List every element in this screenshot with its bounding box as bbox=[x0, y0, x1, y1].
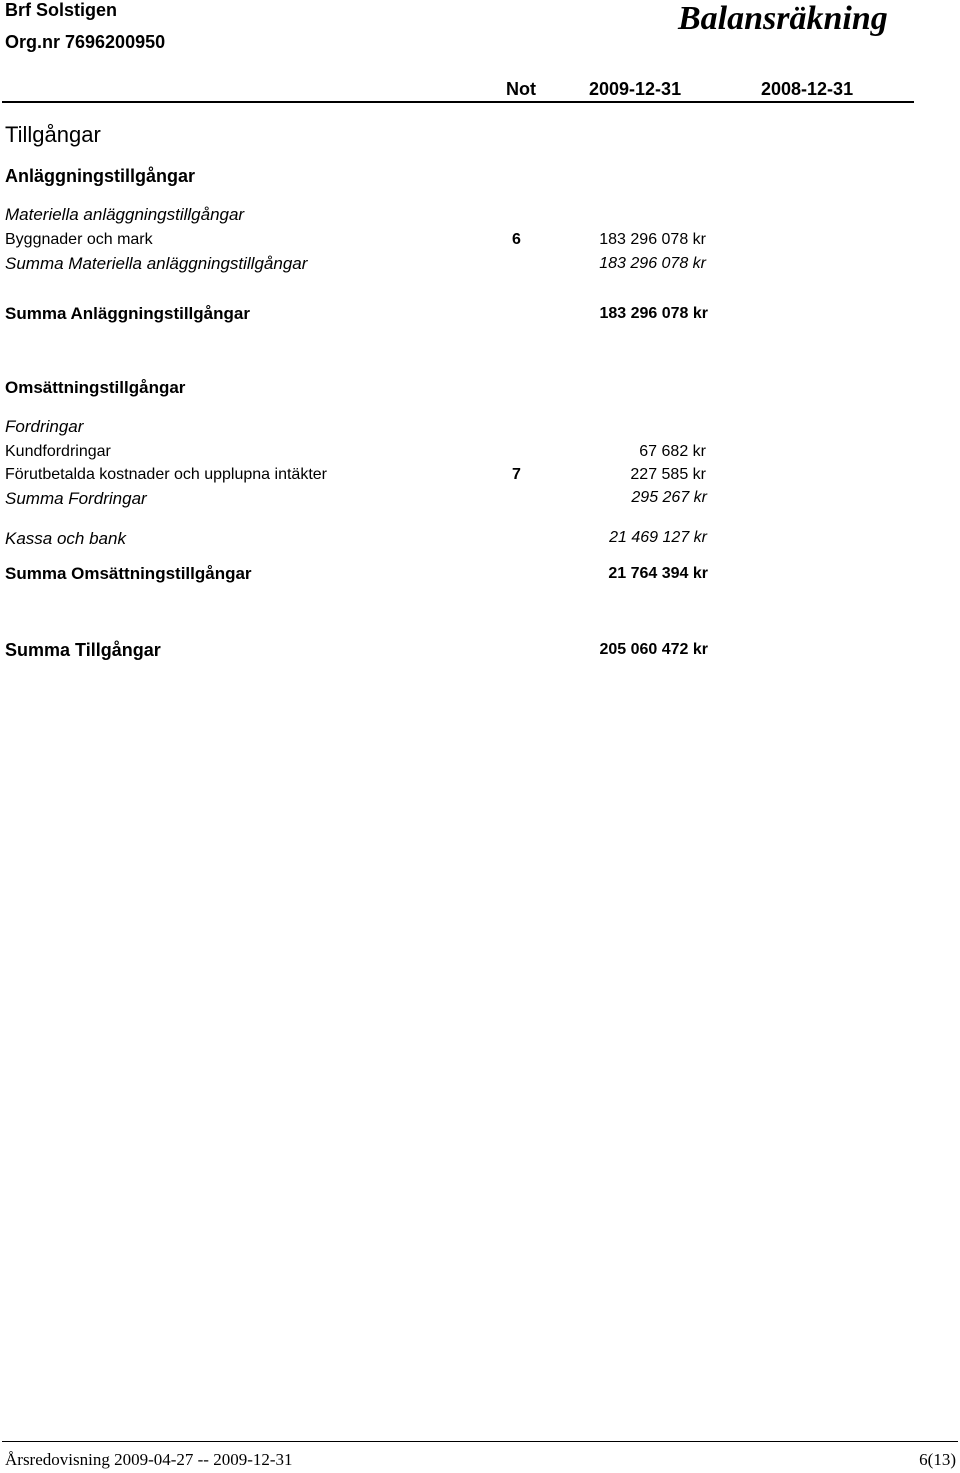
row-value-sum-assets: 205 060 472 kr bbox=[599, 641, 708, 658]
row-label-sum-tangible: Summa Materiella anläggningstillgångar bbox=[5, 254, 308, 273]
subsection-title-tangible: Materiella anläggningstillgångar bbox=[5, 205, 245, 224]
row-note-prepaid: 7 bbox=[512, 466, 521, 483]
row-label-sum-receivables: Summa Fordringar bbox=[5, 489, 147, 508]
row-value-sum-receivables: 295 267 kr bbox=[631, 489, 707, 506]
footer-period: Årsredovisning 2009-04-27 -- 2009-12-31 bbox=[5, 1450, 293, 1469]
row-value-cash: 21 469 127 kr bbox=[609, 529, 707, 546]
row-value-buildings: 183 296 078 kr bbox=[599, 231, 706, 248]
row-value-sum-fixed: 183 296 078 kr bbox=[599, 305, 708, 322]
footer-divider bbox=[2, 1441, 958, 1442]
row-value-sum-current: 21 764 394 kr bbox=[608, 565, 708, 582]
row-label-sum-fixed: Summa Anläggningstillgångar bbox=[5, 304, 250, 323]
row-value-customer-receivables: 67 682 kr bbox=[639, 443, 706, 460]
row-label-sum-assets: Summa Tillgångar bbox=[5, 640, 161, 660]
org-number: Org.nr 7696200950 bbox=[5, 32, 166, 52]
row-label-customer-receivables: Kundfordringar bbox=[5, 443, 111, 460]
section-title-current-assets: Omsättningstillgångar bbox=[5, 378, 186, 397]
row-value-prepaid: 227 585 kr bbox=[630, 466, 706, 483]
column-header-current: 2009-12-31 bbox=[589, 79, 682, 99]
page-title: Balansräkning bbox=[678, 0, 888, 37]
section-title-fixed-assets: Anläggningstillgångar bbox=[5, 166, 196, 186]
section-title-assets: Tillgångar bbox=[5, 122, 101, 147]
org-name: Brf Solstigen bbox=[5, 0, 118, 20]
row-note-buildings: 6 bbox=[512, 231, 521, 248]
column-header-previous: 2008-12-31 bbox=[761, 79, 854, 99]
column-header-note: Not bbox=[506, 79, 536, 99]
row-label-cash: Kassa och bank bbox=[5, 529, 126, 548]
footer-page-number: 6(13) bbox=[919, 1450, 956, 1469]
header-divider bbox=[2, 101, 914, 103]
subsection-title-receivables: Fordringar bbox=[5, 417, 84, 436]
row-label-buildings: Byggnader och mark bbox=[5, 231, 153, 248]
row-label-sum-current: Summa Omsättningstillgångar bbox=[5, 564, 252, 583]
row-value-sum-tangible: 183 296 078 kr bbox=[599, 255, 706, 272]
row-label-prepaid: Förutbetalda kostnader och upplupna intäkter bbox=[5, 466, 327, 483]
